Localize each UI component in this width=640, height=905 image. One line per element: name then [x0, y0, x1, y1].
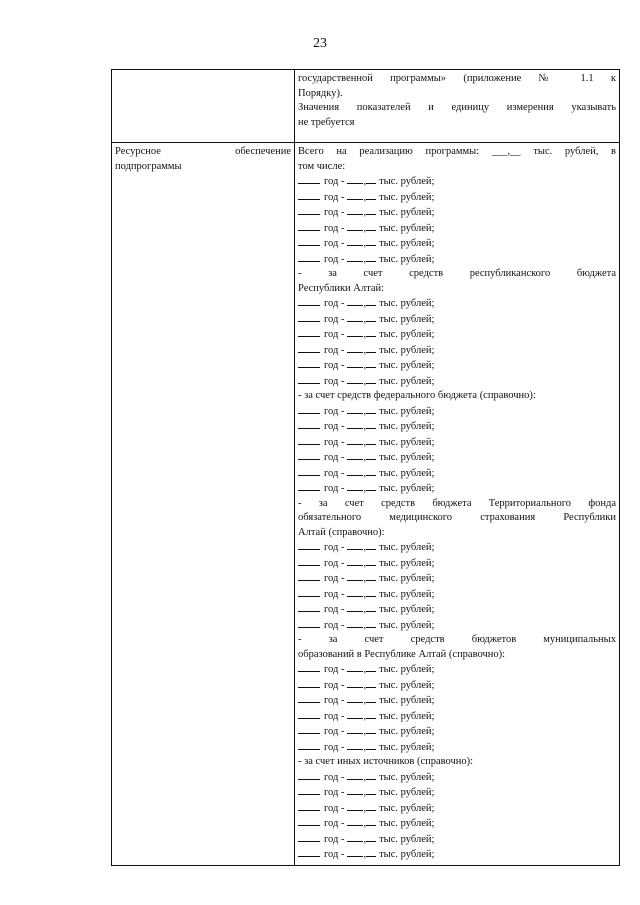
decimal-blank — [366, 770, 376, 780]
unit-label: тыс. рублей; — [379, 452, 435, 463]
year-line — [298, 296, 616, 312]
decimal-blank — [366, 785, 376, 795]
unit-label: тыс. рублей; — [379, 787, 435, 798]
year-word: год - — [324, 710, 345, 722]
amount-blank — [347, 312, 363, 322]
unit-label: тыс. рублей; — [379, 313, 435, 325]
year-word: год - — [324, 360, 345, 371]
year-line — [298, 404, 616, 420]
decimal-blank — [366, 435, 376, 445]
decimal-blank — [366, 678, 376, 688]
decimal-blank — [366, 252, 376, 262]
decimal-comma: , — [363, 741, 367, 753]
year-line — [298, 740, 616, 756]
decimal-blank — [366, 740, 376, 750]
year-line — [298, 174, 616, 190]
unit-label: тыс. рублей; — [379, 405, 435, 417]
year-blank — [298, 693, 320, 703]
page-number: 23 — [313, 36, 327, 51]
year-line — [298, 540, 616, 556]
year-blank — [298, 540, 320, 550]
section-heading: Республики Алтай: — [298, 282, 385, 294]
amount-blank — [347, 556, 363, 566]
amount-blank — [347, 801, 363, 811]
year-word: год - — [324, 557, 345, 569]
year-blank — [298, 571, 320, 581]
section-heading: образований в Республике Алтай (справочно): — [298, 648, 506, 660]
unit-label: тыс. рублей; — [379, 360, 435, 371]
decimal-comma: , — [363, 421, 367, 432]
year-blank — [298, 296, 320, 306]
year-blank — [298, 816, 320, 826]
unit-label: тыс. рублей; — [379, 253, 435, 265]
decimal-comma: , — [363, 313, 367, 325]
year-blank — [298, 221, 320, 231]
decimal-comma: , — [363, 222, 367, 234]
decimal-blank — [366, 662, 376, 672]
amount-blank — [347, 236, 363, 246]
decimal-comma: , — [363, 849, 367, 860]
year-word: год - — [324, 375, 345, 387]
table-row — [112, 143, 620, 866]
year-blank — [298, 358, 320, 368]
unit-label: тыс. рублей; — [379, 207, 435, 218]
year-word: год - — [324, 313, 345, 325]
unit-label: тыс. рублей; — [379, 222, 435, 234]
year-blank — [298, 709, 320, 719]
year-word: год - — [324, 849, 345, 860]
decimal-blank — [366, 205, 376, 215]
year-blank — [298, 190, 320, 200]
amount-blank — [347, 540, 363, 550]
year-block — [298, 174, 616, 267]
year-line — [298, 236, 616, 252]
year-line — [298, 190, 616, 206]
year-line — [298, 571, 616, 587]
year-blank — [298, 556, 320, 566]
unit-label: тыс. рублей; — [379, 344, 435, 356]
text-line: Порядку). — [298, 87, 343, 99]
year-word: год - — [324, 222, 345, 234]
year-blank — [298, 312, 320, 322]
year-blank — [298, 785, 320, 795]
amount-blank — [347, 343, 363, 353]
decimal-blank — [366, 709, 376, 719]
year-word: год - — [324, 573, 345, 584]
year-blank — [298, 678, 320, 688]
amount-blank — [347, 404, 363, 414]
unit-label: тыс. рублей; — [379, 421, 435, 432]
year-block — [298, 404, 616, 497]
amount-blank — [347, 693, 363, 703]
year-line — [298, 221, 616, 237]
decimal-comma: , — [363, 467, 367, 479]
decimal-blank — [366, 327, 376, 337]
year-word: год - — [324, 588, 345, 600]
decimal-blank — [366, 587, 376, 597]
year-word: год - — [324, 542, 345, 553]
decimal-blank — [366, 724, 376, 734]
amount-blank — [347, 678, 363, 688]
decimal-comma: , — [363, 344, 367, 356]
unit-label: тыс. рублей; — [379, 329, 435, 340]
year-line — [298, 556, 616, 572]
amount-blank — [347, 466, 363, 476]
row1-left-cell — [112, 70, 295, 143]
amount-blank — [347, 770, 363, 780]
section-heading: - за счет средств федерального бюджета (справочно): — [298, 390, 536, 401]
year-line — [298, 312, 616, 328]
year-blank — [298, 770, 320, 780]
year-blank — [298, 740, 320, 750]
year-line — [298, 770, 616, 786]
year-word: год - — [324, 818, 345, 829]
year-word: год - — [324, 695, 345, 706]
decimal-comma: , — [363, 726, 367, 737]
decimal-blank — [366, 801, 376, 811]
unit-label: тыс. рублей; — [379, 726, 435, 737]
amount-blank — [347, 785, 363, 795]
year-line — [298, 678, 616, 694]
text-line: Значения показателей и единицу измерения указывать — [298, 102, 616, 113]
decimal-blank — [366, 618, 376, 628]
year-word: год - — [324, 741, 345, 753]
year-line — [298, 450, 616, 466]
year-line — [298, 419, 616, 435]
total-line: Всего на реализацию программы: ___,__ тыс. рублей, в — [298, 146, 616, 157]
amount-blank — [347, 221, 363, 231]
amount-blank — [347, 724, 363, 734]
year-line — [298, 602, 616, 618]
decimal-blank — [366, 190, 376, 200]
amount-blank — [347, 435, 363, 445]
decimal-blank — [366, 556, 376, 566]
section-heading: - за счет иных источников (справочно): — [298, 756, 474, 767]
year-line — [298, 709, 616, 725]
unit-label: тыс. рублей; — [379, 695, 435, 706]
year-blank — [298, 662, 320, 672]
year-blank — [298, 327, 320, 337]
year-word: год - — [324, 467, 345, 479]
total-line: том числе: — [298, 160, 346, 172]
amount-blank — [347, 190, 363, 200]
section-heading: - за счет средств бюджетов муниципальных — [298, 634, 616, 645]
unit-label: тыс. рублей; — [379, 191, 435, 203]
amount-blank — [347, 662, 363, 672]
unit-label: тыс. рублей; — [379, 467, 435, 479]
unit-label: тыс. рублей; — [379, 542, 435, 553]
decimal-blank — [366, 312, 376, 322]
amount-blank — [347, 587, 363, 597]
year-blank — [298, 435, 320, 445]
amount-blank — [347, 374, 363, 384]
year-blank — [298, 801, 320, 811]
year-line — [298, 847, 616, 863]
amount-blank — [347, 832, 363, 842]
unit-label: тыс. рублей; — [379, 557, 435, 569]
unit-label: тыс. рублей; — [379, 849, 435, 860]
decimal-comma: , — [363, 573, 367, 584]
decimal-comma: , — [363, 483, 367, 494]
year-blank — [298, 618, 320, 628]
year-blank — [298, 466, 320, 476]
year-blank — [298, 252, 320, 262]
year-line — [298, 816, 616, 832]
year-word: год - — [324, 452, 345, 463]
decimal-blank — [366, 404, 376, 414]
year-blank — [298, 602, 320, 612]
year-word: год - — [324, 298, 345, 309]
decimal-comma: , — [363, 557, 367, 569]
year-line — [298, 785, 616, 801]
amount-blank — [347, 358, 363, 368]
year-word: год - — [324, 679, 345, 691]
year-word: год - — [324, 833, 345, 845]
year-blank — [298, 343, 320, 353]
unit-label: тыс. рублей; — [379, 375, 435, 387]
unit-label: тыс. рублей; — [379, 664, 435, 675]
amount-blank — [347, 174, 363, 184]
decimal-comma: , — [363, 771, 367, 783]
amount-blank — [347, 571, 363, 581]
year-blank — [298, 174, 320, 184]
section-heading: обязательного медицинского страхования Республики — [298, 512, 616, 523]
amount-blank — [347, 252, 363, 262]
decimal-blank — [366, 450, 376, 460]
unit-label: тыс. рублей; — [379, 818, 435, 829]
decimal-comma: , — [363, 664, 367, 675]
decimal-blank — [366, 481, 376, 491]
amount-blank — [347, 205, 363, 215]
decimal-blank — [366, 419, 376, 429]
year-word: год - — [324, 483, 345, 494]
decimal-blank — [366, 296, 376, 306]
year-word: год - — [324, 405, 345, 417]
year-word: год - — [324, 176, 345, 187]
year-line — [298, 587, 616, 603]
year-blank — [298, 481, 320, 491]
decimal-blank — [366, 816, 376, 826]
year-line — [298, 327, 616, 343]
decimal-comma: , — [363, 207, 367, 218]
unit-label: тыс. рублей; — [379, 238, 435, 249]
text-line: Ресурсное обеспечение — [115, 146, 291, 157]
decimal-comma: , — [363, 329, 367, 340]
decimal-comma: , — [363, 619, 367, 631]
decimal-blank — [366, 847, 376, 857]
year-word: год - — [324, 771, 345, 783]
decimal-blank — [366, 540, 376, 550]
year-block — [298, 540, 616, 633]
year-line — [298, 693, 616, 709]
year-word: год - — [324, 344, 345, 356]
text-line: не требуется — [298, 116, 355, 128]
year-word: год - — [324, 726, 345, 737]
year-line — [298, 724, 616, 740]
decimal-blank — [366, 466, 376, 476]
decimal-comma: , — [363, 253, 367, 265]
year-word: год - — [324, 329, 345, 340]
year-line — [298, 205, 616, 221]
unit-label: тыс. рублей; — [379, 573, 435, 584]
row2-left-cell — [112, 143, 295, 866]
unit-label: тыс. рублей; — [379, 619, 435, 631]
decimal-comma: , — [363, 436, 367, 448]
year-blank — [298, 236, 320, 246]
year-line — [298, 466, 616, 482]
section-heading: - за счет средств республиканского бюджета — [298, 268, 616, 279]
year-word: год - — [324, 604, 345, 615]
unit-label: тыс. рублей; — [379, 176, 435, 187]
year-blank — [298, 847, 320, 857]
year-line — [298, 662, 616, 678]
unit-label: тыс. рублей; — [379, 833, 435, 845]
year-word: год - — [324, 787, 345, 798]
amount-blank — [347, 419, 363, 429]
decimal-blank — [366, 602, 376, 612]
unit-label: тыс. рублей; — [379, 741, 435, 753]
section-heading: - за счет средств бюджета Территориального фонда — [298, 497, 616, 509]
decimal-blank — [366, 571, 376, 581]
year-line — [298, 358, 616, 374]
year-word: год - — [324, 664, 345, 675]
decimal-comma: , — [363, 818, 367, 829]
decimal-blank — [366, 236, 376, 246]
year-line — [298, 481, 616, 497]
year-blank — [298, 404, 320, 414]
year-word: год - — [324, 619, 345, 631]
year-line — [298, 343, 616, 359]
year-line — [298, 832, 616, 848]
unit-label: тыс. рублей; — [379, 771, 435, 783]
unit-label: тыс. рублей; — [379, 802, 435, 814]
unit-label: тыс. рублей; — [379, 588, 435, 600]
year-blank — [298, 419, 320, 429]
decimal-blank — [366, 343, 376, 353]
decimal-comma: , — [363, 176, 367, 187]
row1-right-cell — [295, 70, 620, 143]
year-word: год - — [324, 238, 345, 249]
amount-blank — [347, 602, 363, 612]
table-row — [112, 70, 620, 143]
amount-blank — [347, 740, 363, 750]
amount-blank — [347, 618, 363, 628]
decimal-comma: , — [363, 679, 367, 691]
year-block — [298, 662, 616, 755]
year-blank — [298, 832, 320, 842]
decimal-comma: , — [363, 298, 367, 309]
year-line — [298, 801, 616, 817]
decimal-blank — [366, 693, 376, 703]
unit-label: тыс. рублей; — [379, 483, 435, 494]
decimal-blank — [366, 374, 376, 384]
unit-label: тыс. рублей; — [379, 436, 435, 448]
year-line — [298, 252, 616, 268]
year-word: год - — [324, 421, 345, 432]
amount-blank — [347, 296, 363, 306]
year-line — [298, 374, 616, 390]
decimal-comma: , — [363, 360, 367, 371]
year-block — [298, 296, 616, 389]
decimal-comma: , — [363, 238, 367, 249]
year-blank — [298, 724, 320, 734]
decimal-comma: , — [363, 787, 367, 798]
year-line — [298, 435, 616, 451]
year-blank — [298, 450, 320, 460]
amount-blank — [347, 450, 363, 460]
unit-label: тыс. рублей; — [379, 679, 435, 691]
decimal-blank — [366, 358, 376, 368]
decimal-blank — [366, 174, 376, 184]
year-word: год - — [324, 802, 345, 814]
year-word: год - — [324, 253, 345, 265]
amount-blank — [347, 481, 363, 491]
funding-cell — [295, 143, 620, 866]
decimal-comma: , — [363, 695, 367, 706]
unit-label: тыс. рублей; — [379, 710, 435, 722]
unit-label: тыс. рублей; — [379, 604, 435, 615]
amount-blank — [347, 847, 363, 857]
decimal-blank — [366, 832, 376, 842]
program-table — [111, 69, 620, 866]
decimal-comma: , — [363, 452, 367, 463]
section-heading: Алтай (справочно): — [298, 526, 385, 538]
year-blank — [298, 205, 320, 215]
decimal-comma: , — [363, 833, 367, 845]
decimal-blank — [366, 221, 376, 231]
year-word: год - — [324, 436, 345, 448]
year-word: год - — [324, 207, 345, 218]
year-word: год - — [324, 191, 345, 203]
amount-blank — [347, 327, 363, 337]
year-block — [298, 770, 616, 863]
unit-label: тыс. рублей; — [379, 298, 435, 309]
text-line: подпрограммы — [115, 160, 182, 172]
decimal-comma: , — [363, 710, 367, 722]
year-line — [298, 618, 616, 634]
decimal-comma: , — [363, 375, 367, 387]
decimal-comma: , — [363, 802, 367, 814]
decimal-comma: , — [363, 542, 367, 553]
year-blank — [298, 374, 320, 384]
decimal-comma: , — [363, 405, 367, 417]
decimal-comma: , — [363, 604, 367, 615]
amount-blank — [347, 816, 363, 826]
year-blank — [298, 587, 320, 597]
amount-blank — [347, 709, 363, 719]
text-line: государственной программы» (приложение № 1.1 к — [298, 73, 616, 84]
decimal-comma: , — [363, 191, 367, 203]
decimal-comma: , — [363, 588, 367, 600]
